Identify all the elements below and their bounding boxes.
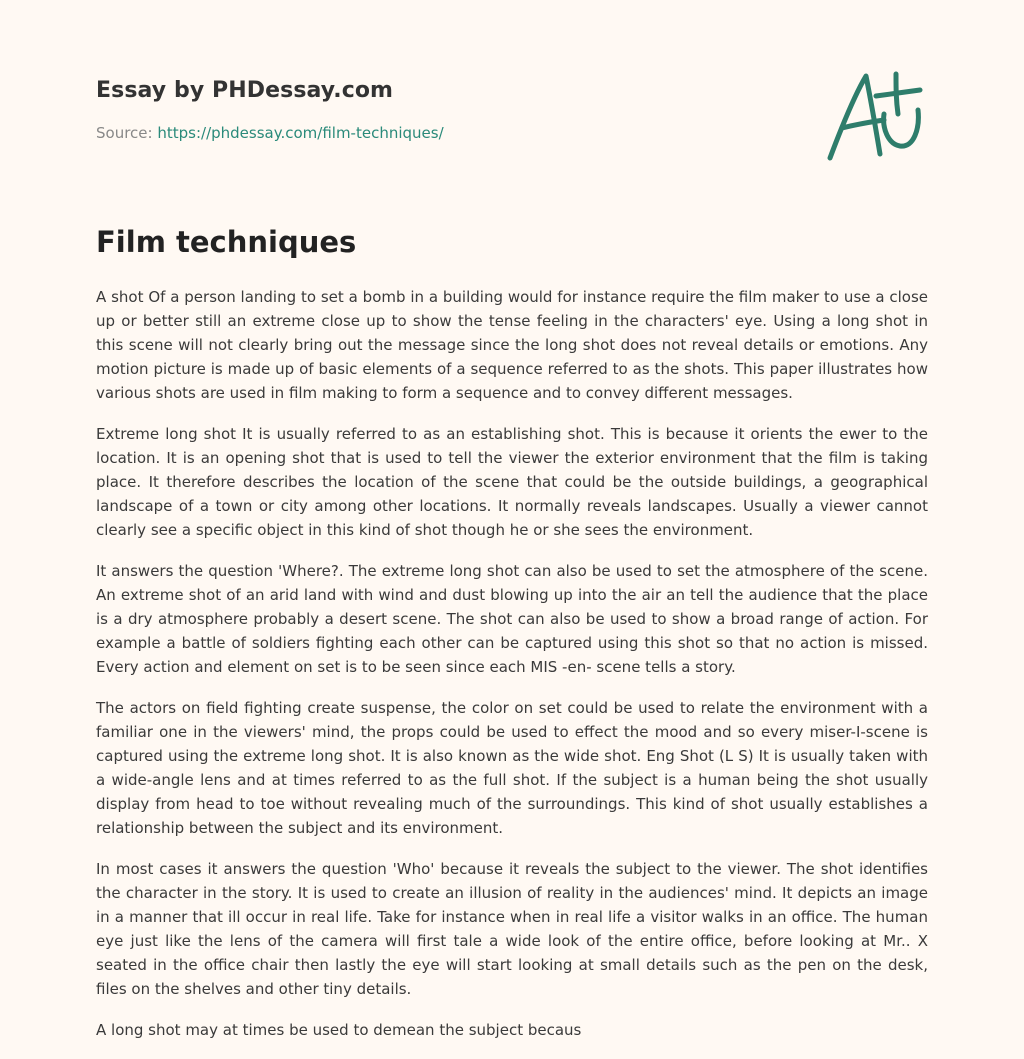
- essay-paragraph: A long shot may at times be used to demean the subject becaus: [96, 1021, 582, 1039]
- source-link[interactable]: https://phdessay.com/film-techniques/: [157, 124, 444, 142]
- page-header: [96, 78, 928, 168]
- essay-paragraph: In most cases it answers the question 'Who' because it reveals the subject to the viewer. The shot identifies the character in the story. It is used to create an illusion of reality in the audiences' mind. It depicts an image in a manner that ill occur in real life. Take for instance when in real life a visitor walks in an office. The human eye just like the lens of the camera will first tale a wide look of the entire office, before looking at Mr.. X seated in the office chair then lastly the eye will start looking at small details such as the pen on the desk, files on the shelves and other tiny details.: [96, 860, 928, 998]
- source-line: [96, 124, 444, 142]
- essay-paragraph: Extreme long shot It is usually referred to as an establishing shot. This is because it orients the ewer to the location. It is an opening shot that is used to tell the viewer the exterior environment that the film is taking place. It therefore describes the location of the scene that could be the outside buildings, a geographical landscape of a town or city among other locations. It normally reveals landscapes. Usually a viewer cannot clearly see a specific object in this kind of shot though he or she sees the environment.: [96, 425, 928, 539]
- a-plus-grade-icon: [820, 66, 930, 166]
- source-label: Source:: [96, 124, 153, 142]
- essay-body: [96, 285, 928, 1059]
- essay-paragraph: It answers the question 'Where?. The extreme long shot can also be used to set the atmosphere of the scene. An extreme shot of an arid land with wind and dust blowing up into the air an tell the audience that the place is a dry atmosphere probably a desert scene. The shot can also be used to show a broad range of action. For example a battle of soldiers fighting each other can be captured using this shot so that no action is missed. Every action and element on set is to be seen since each MIS -en- scene tells a story.: [96, 562, 928, 676]
- essay-paragraph: A shot Of a person landing to set a bomb in a building would for instance require the film maker to use a close up or better still an extreme close up to show the tense feeling in the characters' eye. Using a long shot in this scene will not clearly bring out the message since the long shot does not reveal details or emotions. Any motion picture is made up of basic elements of a sequence referred to as the shots. This paper illustrates how various shots are used in film making to form a sequence and to convey different messages.: [96, 288, 928, 402]
- essay-paragraph: The actors on field fighting create suspense, the color on set could be used to relate the environment with a familiar one in the viewers' mind, the props could be used to effect the mood and so every miser-I-scene is captured using the extreme long shot. It is also known as the wide shot. Eng Shot (L S) It is usually taken with a wide-angle lens and at times referred to as the full shot. If the subject is a human being the shot usually display from head to toe without revealing much of the surroundings. This kind of shot usually establishes a relationship between the subject and its environment.: [96, 699, 928, 837]
- site-title: Essay by PHDessay.com: [96, 78, 394, 103]
- essay-title: Film techniques: [96, 225, 357, 259]
